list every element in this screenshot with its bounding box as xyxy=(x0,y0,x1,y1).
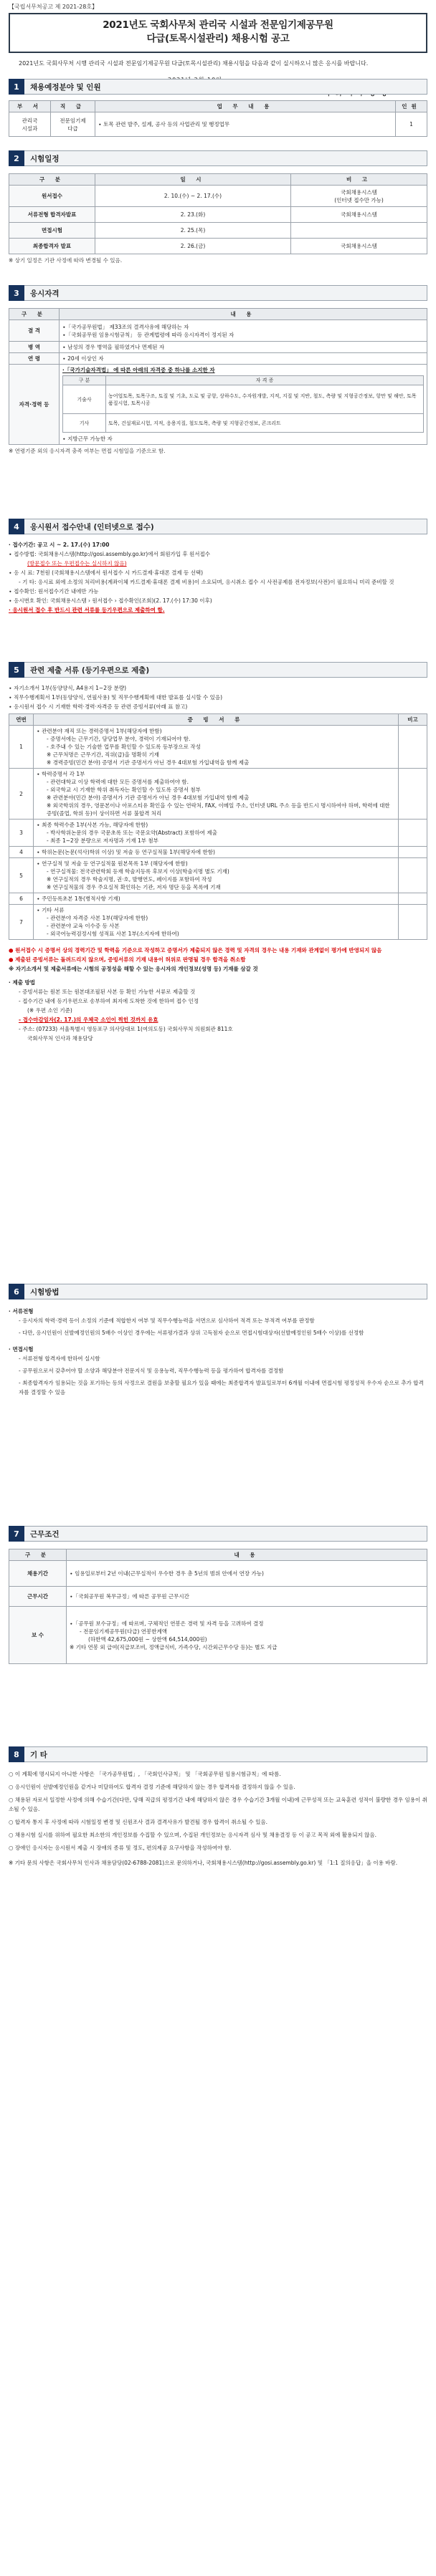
page-title-line2: 다급(토목시설관리) 채용시험 공고 xyxy=(146,33,290,44)
title-box xyxy=(9,13,427,53)
section-3-header: 3 응시자격 xyxy=(9,285,427,301)
section-1-table: 부 서 직 급 업 무 내 용 인원 관리국 시설과 전문임기제 다급 ∙ 토목 관련 발주, 설계, 공사 등의 사업관리 및 행정업무 1 xyxy=(9,100,427,137)
section-2-header: 2 시험일정 xyxy=(9,150,427,166)
section-6-header: 6 시험방법 xyxy=(9,1284,427,1299)
task-cell: ∙ 토목 관련 발주, 설계, 공사 등의 사업관리 및 행정업무 xyxy=(95,112,396,137)
section-4-body: ∙ 접수기간: 공고 시 ~ 2. 17.(수) 17:00 ∙ 접수방법: 국회채용시스템(http://gosi.assembly.go.kr)에서 회원가입 후 원서접수 (방문접수 또는 우편접수는 실시하지 않음) ∙ 응 시 료: 7천원 (국회채용시스템에서 원서접수 시 카드결제·휴대폰 결제 등 선택) - 기 타: 응시료 외에 소정의 처리비용(계좌이체 카드결제·휴대폰 결제 비용)이 소요되며, 응시취소 접수 시 사전공제를 전자정보(사전)이 필요하니 미리 준비할 것 ∙ 접수확인: 원서접수기간 내에만 가능 ∙ 응시번호 확인: 국회채용시스템 › 원서접수 › 접수확인(조회)(2. 17.(수) 17:30 이후) ∙ 응시원서 접수 후 반드시 관련 서류를 등기우편으로 제출하여 함. xyxy=(9,542,394,613)
section-3-table: 구 분 내 용 결 격 ∙「국가공무원법」 제33조의 결격사유에 해당하는 자 ∙「국회공무원 임용시험규칙」 등 관계법령에 따라 응시자격이 정지된 자 병 역 ∙ 남성의 경우 병역을 필하였거나 면제된 자 연 령 ∙ 20세 이상인 자 자격·경력 등 ∙「국가기술자격법」 에 따른 아래의 자격증 중 하나를 소지한 자 구 분 자 격 증 기술사 농어업토목, 토목구조, 토질 및 기초, 도로 및 공항, 상하수도, 수자원개발, 지적, 지질 및 지반, 철도, 측량 및 지형공간정보, 항만 및 해안, 토목품질시험, 토목시공 기사 토목, 건설재료시험, 지적, 응용지질, 철도토목, 측량 및 지형공간정보, 콘크리트 ∙ 지방근무 가능한 자 ※ 연령기준 외의 응시자격 충족 여부는 면접 시험일을 기준으로 함. xyxy=(9,308,427,456)
section-7-table: 구 분 내 용 채용기간 ∙ 임용일로부터 2년 이내(근무실적이 우수한 경우 총 5년의 범위 안에서 연장 가능) 근무시간 ∙「국회공무원 복무규정」에 따른 공무원 근무시간 보 수 ∙「공무원 보수규정」에 따르며, 구체적인 연봉은 경력 및 자격 등을 고려하여 결정 - 전문임기제공무원(다급) 연봉한계액 (하한액 42,675,000원 ~ 상한액 64,514,000원) ※ 기타 연봉 외 급여(직급보조비, 정액급식비, 가족수당, 시간외근무수당 등)는 별도 지급 xyxy=(9,1549,427,1664)
section-7-header: 7 근무조건 xyxy=(9,1526,427,1542)
documents-table: 연번 증 빙 서 류 비고 1 ∙ 관련분야 재직 또는 경력증명서 1부(해당자에 한함) - 증명서에는 근무기간, 담당업무 분야, 경력이 기재되어야 함. - 호주내 수 있는 기술한 업무를 확인할 수 있도록 등부장으로 작성 ※ 근무처명은 근무기간, 직위(급)을 명확히 기재 ※ 경력증빙(민간 분야) 증명서 기관 증명서가 아닌 경우 4대보험 가입내역을 함께 제출 2 ∙ 학력증명서 각 1부 - 관련대학교 이상 학력에 대한 모든 증명서를 제출하여야 함. - 외국학교 시 기재한 학위 취득자는 확인할 수 있도록 증명서 첨부 ※ 관련분야(민간 분야) 증명서가 기관 증명서가 아닌 경우 4대보험 가입내역 함께 제출 ※ 외국학위의 경우, 영문본이나 아포스티유 확인을 수 있는 연락처, FAX, 이메일 주소, 인터넷 URL 주소 등을 반드시 명시하여야 하며, 학력에 대한 증빙(졸업, 학위 등)이 상이하면 서류 불합격 처리 3 ∙ 최종 학력수준 1부(사본 가능, 해당자에 한함) - 박사학위논문의 경우 국문초록 또는 국문요약(Abstract) 포함하여 제출 - 최종 1~2장 분량으로 저자명과 기재 1부 첨부 4 ∙ 학위논문(논문(석사)학위 이상) 및 저술 등 연구실적물 1부(해당자에 한함) 5 ∙ 연구실적 및 저술 등 연구실적물 원본목록 1부 (해당자에 한함) - 연구실적물: 전국관련학회 등재 학술지등록 후보지 이상(학술지명 별도 기재) ※ 연구실적의 경우 학술지명, 권·호, 발행연도, 페이지를 포함하여 작성 ※ 연구실적물의 경우 주요실적 확인하는 기관, 저자 명단 등을 목록에 기재 6 ∙ 주민등록초본 1통(병적사항 기재) 7 ∙ 기타 서류 - 관련분야 자격증 사본 1부(해당자에 한함) - 관련분야 교육 이수증 등 사본 - 외국어능력검정시험 성적표 사본 1부(소지자에 한하여) xyxy=(9,713,427,940)
deadline-notice: - 접수마감일자(2. 17.)의 우체국 소인이 찍힌 것까지 유효 xyxy=(19,1017,158,1023)
doc-note-3: ※ 자기소개서 및 제출서류에는 시험의 공정성을 해할 수 있는 응시자의 개인정보(성명 등) 기재를 삼갈 것 xyxy=(9,966,258,972)
schedule-note: ※ 상기 일정은 기관 사정에 따라 변경될 수 있음. xyxy=(9,257,123,264)
license-table: 구 분 자 격 증 기술사 농어업토목, 토목구조, 토질 및 기초, 도로 및 공항, 상하수도, 수자원개발, 지적, 지질 및 지반, 철도, 측량 및 지형공간정보, 항만 및 해안, 토목품질시험, 토목시공 기사 토목, 건설재료시험, 지적, 응용지질, 철도토목, 측량 및 지형공간정보, 콘크리트 xyxy=(62,375,424,433)
mail-notice: ∙ 응시원서 접수 후 반드시 관련 서류를 등기우편으로 제출하여 함. xyxy=(9,607,165,613)
contact-info: ※ 기타 문의 사항은 국회사무처 인사과 채용담당(02-6788-2081)으로 문의하거나, 국회채용시스템(http://gosi.assembly.go.kr) 및 「1:1 질의응답」을 이용 바람. xyxy=(9,1860,398,1866)
no-visit-notice: (방문접수 또는 우편접수는 실시하지 않음) xyxy=(27,560,127,567)
announcement-number: 【국립서무처공고 제 2021-28호】 xyxy=(9,4,98,10)
intro-text: 2021년도 국회사무처 시행 관리국 시설과 전문임기제공무원 다급(토목시설관리) 채용시험을 다음과 같이 실시하오니 많은 응시를 바랍니다. xyxy=(19,60,369,67)
dept-cell: 관리국 시설과 xyxy=(9,112,51,137)
section-4-header: 4 응시원서 접수안내 (인터넷으로 접수) xyxy=(9,519,427,534)
section-5-header: 5 관련 제출 서류 (등기우편으로 제출) xyxy=(9,662,427,678)
doc-note-2: ● 제출된 증빙서류는 돌려드리지 않으며, 증빙서류의 기재 내용이 허위로 판명될 경우 합격을 취소함 xyxy=(9,956,246,963)
doc-note-1: ● 원서접수 시 증명서 상의 경력기간 및 학력을 기준으로 작성하고 증명서가 제출되지 않은 경력 및 자격의 경우는 내용 기재와 관계없이 평가에 반영되지 않음 xyxy=(9,947,382,953)
page-title-line1: 2021년도 국회사무처 관리국 시설과 전문임기제공무원 xyxy=(103,19,333,31)
section-6-body: ∙ 서류전형 - 응시자의 학력·경력 등이 소정의 기준에 적합한지 여부 및 직무수행능력을 서면으로 심사하여 적격 또는 부적격 여부를 판정함 - 다만, 응시인원이 선발예정인원의 5배수 이상인 경우에는 서류평가결과 상위 고득점자 순으로 면접시험대상자(선발예정인원 5배수 이상)를 선정함 ∙ 면접시험 - 서류전형 합격자에 한하여 실시함 - 공무원으로서 갖추어야 할 소양과 해당분야 전문지식 및 응용능력, 직무수행능력 등을 평가하여 합격자를 결정함 - 최종합격자가 임용되는 것을 포기하는 등의 사정으로 결원을 보충할 필요가 있을 때에는 최종합격자 발표일로부터 6개월 이내에 면접시험 평정성적 우수자 순으로 추가 합격자를 결정할 수 있음 xyxy=(9,1308,424,1395)
section-8-header: 8 기 타 xyxy=(9,1746,427,1762)
eligibility-note: ※ 연령기준 외의 응시자격 충족 여부는 면접 시험일을 기준으로 함. xyxy=(9,448,166,454)
section-5-body: ∙ 자기소개서 1부(동양양식, A4용지 1~2장 분량) ∙ 직무수행계획서 1부(동양양식, 연필사용) 및 직무수행계획에 대한 발표를 실시할 수 있음) ∙ 응시원서 접수 시 기재한 학력·경력·자격증 등 관련 증빙서류(아래 표 참고) 연번 증 빙 서 류 비고 1 ∙ 관련분야 재직 또는 경력증명서 1부(해당자에 한함) - 증명서에는 근무기간, 담당업무 분야, 경력이 기재되어야 함. - 호주내 수 있는 기술한 업무를 확인할 수 있도록 등부장으로 작성 ※ 근무처명은 근무기간, 직위(급)을 명확히 기재 ※ 경력증빙(민간 분야) 증명서 기관 증명서가 아닌 경우 4대보험 가입내역을 함께 제출 2 ∙ 학력증명서 각 1부 - 관련대학교 이상 학력에 대한 모든 증명서를 제출하여야 함. - 외국학교 시 기재한 학위 취득자는 확인할 수 있도록 증명서 첨부 ※ 관련분야(민간 분야) 증명서가 기관 증명서가 아닌 경우 4대보험 가입내역 함께 제출 ※ 외국학위의 경우, 영문본이나 아포스티유 확인을 수 있는 연락처, FAX, 이메일 주소, 인터넷 URL 주소 등을 반드시 명시하여야 하며, 학력에 대한 증빙(졸업, 학위 등)이 상이하면 서류 불합격 처리 3 ∙ 최종 학력수준 1부(사본 가능, 해당자에 한함) - 박사학위논문의 경우 국문초록 또는 국문요약(Abstract) 포함하여 제출 - 최종 1~2장 분량으로 저자명과 기재 1부 첨부 4 ∙ 학위논문(논문(석사)학위 이상) 및 저술 등 연구실적물 1부(해당자에 한함) 5 ∙ 연구실적 및 저술 등 연구실적물 원본목록 1부 (해당자에 한함) - 연구실적물: 전국관련학회 등재 학술지등록 후보지 이상(학술지명 별도 기재) ※ 연구실적의 경우 학술지명, 권·호, 발행연도, 페이지를 포함하여 작성 ※ 연구실적물의 경우 주요실적 확인하는 기관, 저자 명단 등을 목록에 기재 6 ∙ 주민등록초본 1통(병적사항 기재) 7 ∙ 기타 서류 - 관련분야 자격증 사본 1부(해당자에 한함) - 관련분야 교육 이수증 등 사본 - 외국어능력검정시험 성적표 사본 1부(소지자에 한하여) ● 원서접수 시 증명서 상의 경력기간 및 학력을 기준으로 작성하고 증명서가 제출되지 않은 경력 및 자격의 경우는 내용 기재와 관계없이 평가에 반영되지 않음 ● 제출된 증빙서류는 돌려드리지 않으며, 증빙서류의 기재 내용이 허위로 판명될 경우 합격을 취소함 ※ 자기소개서 및 제출서류에는 시험의 공정성을 해할 수 있는 응시자의 개인정보(성명 등) 기재를 삼갈 것 ∙ 제출 방법 - 증빙서류는 원본 또는 원본대조필된 사본 등 확인 가능한 서류로 제출할 것 - 접수기간 내에 등기우편으로 송부하여 최지에 도착한 것에 한하여 접수 인정 (※ 우편 소인 기준) - 접수마감일자(2. 17.)의 우체국 소인이 찍힌 것까지 유효 - 주소: (07233) 서울특별시 영등포구 의사당대로 1(여의도동) 국회사무처 의원회관 811호 국회사무처 인사과 채용담당 xyxy=(9,683,427,1043)
section-1-header: 1 채용예정분야 및 인원 xyxy=(9,79,427,95)
section-2-table: 구 분 일 시 비 고 원서접수 2. 10.(수) ~ 2. 17.(수) 국회채용시스템 (인터넷 접수만 가능) 서류전형 합격자발표 2. 23.(화) 국회채용시스템 면접시험 2. 25.(목) 최종합격자 발표 2. 26.(금) 국회채용시스템 ※ 상기 일정은 기관 사정에 따라 변경될 수 있음. xyxy=(9,173,427,265)
grade-cell: 전문임기제 다급 xyxy=(51,112,95,137)
section-8-body: ○ 이 계획에 명시되지 아니한 사항은 「국가공무원법」, 「국회인사규칙」 및 「국회공무원 임용시험규칙」에 따름. ○ 응시인원이 선발예정인원을 같거나 미달하여도 합격자 결정 기준에 해당하지 않는 경우 합격자를 결정하지 않을 수 있음. ○ 채용된 자로서 일정한 사정에 의해 수습기간(다만, 당해 직급의 평정기간 내에 해당하지 않은 경우 수습기간 3개월 이내)에 근무성적 또는 교육훈련 성적이 불량한 경우 임용이 취소될 수 있음. ○ 합격자 통지 후 사정에 따라 시험일정 변경 및 신원조사 결과 결격사유가 발견될 경우 합격이 취소될 수 있음. ○ 채용시험 실시를 위하여 필요한 최소한의 개인정보를 수집할 수 있으며, 수집된 개인정보는 응시자격 심사 및 채용결정 등 이 공고 목적 외에 활용되지 않음. ○ 장애인 응시자는 응시원서 제출 시 장애의 종류 및 정도, 편의제공 요구사항을 작성하여야 함. ※ 기타 문의 사항은 국회사무처 인사과 채용담당(02-6788-2081)으로 문의하거나, 국회채용시스템(http://gosi.assembly.go.kr) 및 「1:1 질의응답」을 이용 바람. xyxy=(9,1771,427,1866)
count-cell: 1 xyxy=(396,112,427,137)
